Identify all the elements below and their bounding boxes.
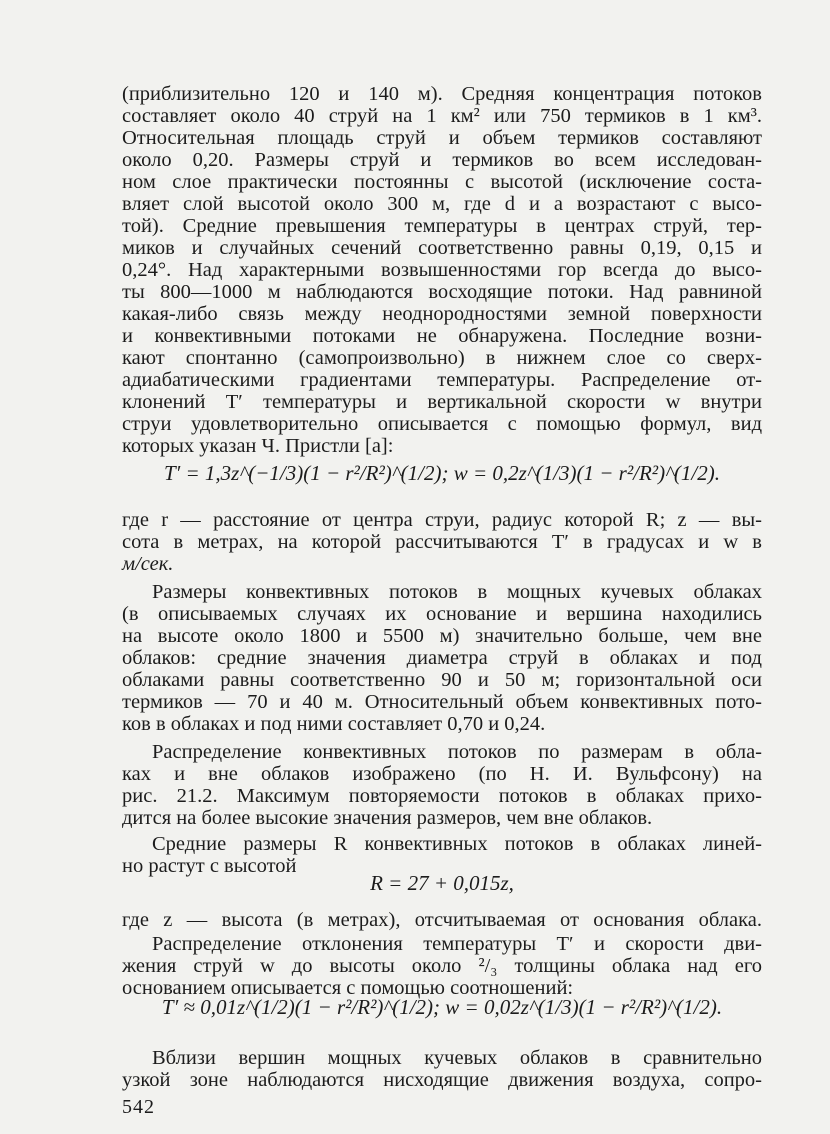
text-line: 0,24°. Над характерными возвышенностями гор всегда до высо- [122,259,762,281]
text-line: Средние размеры R конвективных потоков в облаках линей- [152,833,762,855]
text-line: клонений T′ температуры и вертикальной скорости w внутри [122,391,762,413]
text-line: ках и вне облаков изображено (по Н. И. Вульфсону) на [122,763,762,785]
page-number: 542 [122,1096,155,1118]
text-line: на высоте около 1800 и 5500 м) значительно больше, чем вне [122,625,762,647]
text-line: рис. 21.2. Максимум повторяемости потоков в облаках прихо- [122,785,762,807]
text-line: составляет около 40 струй на 1 км² или 750 термиков в 1 км³. [122,105,762,127]
text-line: сота в метрах, на которой рассчитываются T′ в градусах и w в [122,531,762,553]
text-line: которых указан Ч. Пристли [a]: [122,435,394,457]
text-line: струи удовлетворительно описывается с помощью формул, вид [122,413,762,435]
text-line: (в описываемых случаях их основание и вершина находились [122,603,762,625]
text-line: м/сек. [122,553,174,575]
text-line: облаками равны соответственно 90 и 50 м; горизонтальной оси [122,669,762,691]
text-line: и конвективными потоками не обнаружена. Последние возни- [122,325,762,347]
text-line: миков и случайных сечений соответственно равны 0,19, 0,15 и [122,237,762,259]
formula: R = 27 + 0,015z, [370,871,514,895]
text-line: дится на более высокие значения размеров, чем вне облаков. [122,807,653,829]
text-line: той). Средние превышения температуры в центрах струй, тер- [122,215,762,237]
text-line: кают спонтанно (самопроизвольно) в нижнем слое со сверх- [122,347,762,369]
text-line: Распределение отклонения температуры T′ и скорости дви- [152,933,762,955]
text-line: узкой зоне наблюдаются нисходящие движения воздуха, сопро- [122,1069,762,1091]
text-line: Распределение конвективных потоков по размерам в обла- [152,741,762,763]
text-line: но растут с высотой [122,855,297,877]
text-line: где r — расстояние от центра струи, радиус которой R; z — вы- [122,509,762,531]
text-line: ты 800—1000 м наблюдаются восходящие потоки. Над равниной [122,281,762,303]
text-line: Размеры конвективных потоков в мощных кучевых облаках [152,581,762,603]
text-line: Относительная площадь струй и объем термиков составляют [122,127,762,149]
text-line: облаков: средние значения диаметра струй в облаках и под [122,647,762,669]
formula: T′ = 1,3z^(−1/3)(1 − r²/R²)^(1/2); w = 0,2z^(1/3)(1 − r²/R²)^(1/2). [163,461,721,485]
text-line: адиабатическими градиентами температуры. Распределение от- [122,369,762,391]
text-line: термиков — 70 и 40 м. Относительный объем конвективных пото- [122,691,762,713]
text-line: около 0,20. Размеры струй и термиков во всем исследован- [122,149,762,171]
text-line: Вблизи вершин мощных кучевых облаков в сравнительно [152,1047,762,1069]
text-line: основанием описывается с помощью соотношений: [122,977,574,999]
text-line: ков в облаках и под ними составляет 0,70 и 0,24. [122,713,546,735]
text-line: вляет слой высотой около 300 м, где d и a возрастают с высо- [122,193,762,215]
text-line: ном слое практически постоянны с высотой (исключение соста- [122,171,762,193]
text-line: жения струй w до высоты около ²/₃ толщины облака над его [122,955,762,977]
text-line: какая-либо связь между неоднородностями земной поверхности [122,303,762,325]
text-line: где z — высота (в метрах), отсчитываемая от основания облака. [122,909,762,931]
text-line: (приблизительно 120 и 140 м). Средняя концентрация потоков [122,83,762,105]
formula: T′ ≈ 0,01z^(1/2)(1 − r²/R²)^(1/2); w = 0,02z^(1/3)(1 − r²/R²)^(1/2). [161,995,723,1019]
